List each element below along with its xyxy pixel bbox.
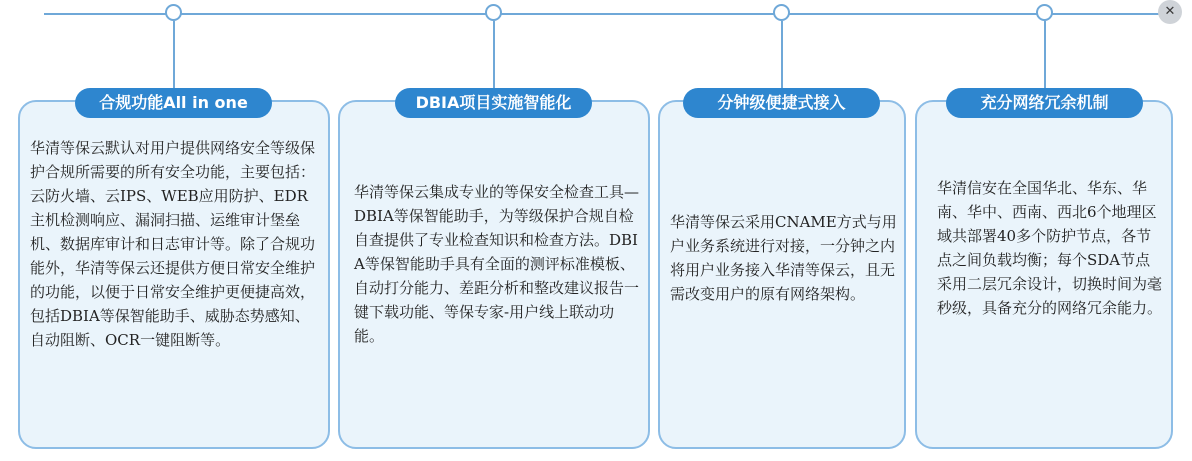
card-redundancy-title: 充分网络冗余机制 [946,88,1143,118]
timeline-stem-4 [1044,21,1046,94]
timeline-node-4 [1036,4,1053,21]
timeline-stem-3 [781,21,783,94]
card-fast-access [658,100,906,449]
timeline-stem-1 [173,21,175,94]
timeline-node-3 [773,4,790,21]
card-fast-access-title: 分钟级便捷式接入 [683,88,880,118]
timeline-node-1 [165,4,182,21]
card-compliance [18,100,330,449]
card-dbia-body: 华清等保云集成专业的等保安全检查工具—DBIA等保智能助手，为等级保护合规自检自查提供了专业检查知识和检查方法。DBIA等保智能助手具有全面的测评标准模板、自动打分能力、差距分析和整改建议报告一键下载功能、等保专家-用户线上联动功能。 [354,183,640,345]
card-redundancy-body: 华清信安在全国华北、华东、华南、华中、西南、西北6个地理区域共部署40多个防护节点，各节点之间负载均衡；每个SDA节点采用二层冗余设计，切换时间为毫秒级，具备充分的网络冗余能力。 [937,179,1163,317]
card-fast-access-body: 华清等保云采用CNAME方式与用户业务系统进行对接，一分钟之内将用户业务接入华清等保云，且无需改变用户的原有网络架构。 [670,213,897,303]
timeline-node-2 [485,4,502,21]
card-compliance-body: 华清等保云默认对用户提供网络安全等级保护合规所需要的所有安全功能，主要包括：云防火墙、云IPS、WEB应用防护、EDR主机检测响应、漏洞扫描、运维审计堡垒机、数据库审计和日志审计等。除了合规功能外，华清等保云还提供方便日常安全维护的功能，以便于日常安全维护更便捷高效，包括DBIA等保智能助手、威胁态势感知、自动阻断、OCR一键阻断等。 [30,139,316,349]
timeline-line [44,13,1162,15]
card-dbia-title: DBIA项目实施智能化 [395,88,592,118]
timeline-stem-2 [493,21,495,94]
card-compliance-title: 合规功能All in one [75,88,272,118]
card-redundancy [915,100,1173,449]
close-icon[interactable]: ✕ [1158,0,1182,24]
card-dbia [338,100,650,449]
